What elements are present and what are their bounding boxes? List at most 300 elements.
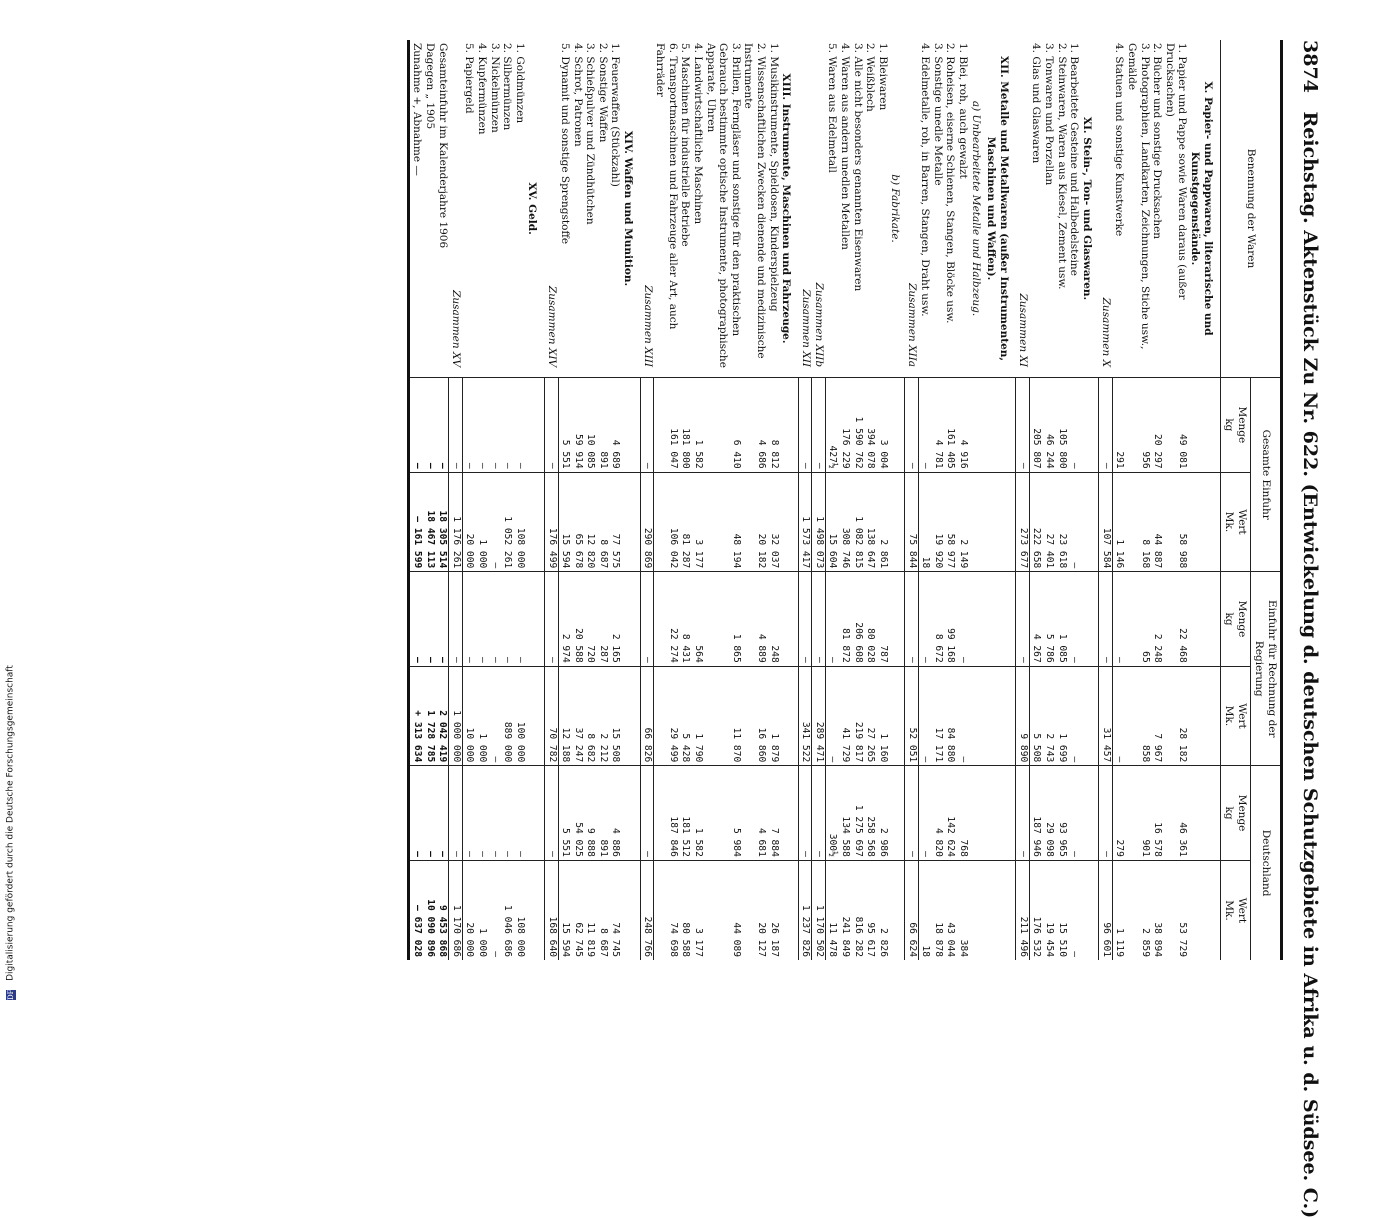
quantity-cell: 105 800: [1055, 378, 1068, 473]
table-row: [513, 40, 526, 960]
value-cell: 75 844: [904, 472, 918, 572]
quantity-cell: [1188, 378, 1220, 473]
row-label: Zusammen XIII: [641, 285, 654, 368]
value-cell: 176 532: [1029, 860, 1042, 960]
quantity-cell: 300½: [825, 766, 838, 861]
quantity-cell: —: [501, 572, 514, 666]
value-cell: 1 000: [475, 860, 488, 960]
table-row: [1055, 40, 1068, 960]
table-row: [679, 40, 692, 960]
value-cell: 5 428: [679, 666, 692, 766]
quantity-cell: 5 786: [1042, 572, 1055, 666]
row-label: 5. Dynamit und sonstige Sprengstoffe: [559, 43, 572, 245]
row-label: Zusammen XIV: [546, 285, 559, 368]
quantity-cell: —: [513, 572, 526, 666]
table-row: [931, 40, 944, 960]
row-label: 1. Bearbeitete Gesteine und Halbedelsteine: [1068, 43, 1081, 276]
credit-text: Digitalisierung gefördert durch die Deutsche Forschungsgemeinschaft: [5, 665, 16, 981]
quantity-cell: —: [409, 378, 423, 473]
value-cell: 27 401: [1042, 472, 1055, 572]
table-row: [584, 40, 597, 960]
value-cell: [1188, 860, 1220, 960]
value-cell: 66 826: [640, 666, 654, 766]
quantity-cell: [1080, 378, 1099, 473]
row-label: 5. Waren aus Edelmetall: [826, 43, 839, 173]
table-row: [839, 40, 852, 960]
value-cell: 9 453 868: [436, 860, 449, 960]
value-cell: [622, 860, 641, 960]
value-cell: —: [1112, 666, 1125, 766]
value-cell: [985, 666, 1016, 766]
quantity-cell: —: [812, 378, 826, 473]
quantity-cell: 2 248: [1151, 572, 1164, 666]
value-cell: 18: [918, 860, 931, 960]
row-label: 1. Papier und Pappe sowie Waren daraus (außer Drucksachen): [1163, 43, 1189, 300]
quantity-cell: 258 568: [864, 766, 877, 861]
scan-credit: [0, 10, 16, 1000]
table-row: [876, 40, 889, 960]
quantity-cell: [622, 378, 641, 473]
quantity-cell: —: [544, 378, 558, 473]
quantity-cell: —: [798, 766, 812, 861]
quantity-cell: —: [475, 378, 488, 473]
quantity-cell: 956: [1125, 378, 1150, 473]
quantity-cell: 20 297: [1151, 378, 1164, 473]
quantity-cell: —: [1016, 378, 1030, 473]
quantity-cell: —: [904, 766, 918, 861]
column-header-description: Benennung der Waren: [1220, 40, 1281, 378]
quantity-cell: —: [449, 766, 463, 861]
quantity-cell: 7 884: [767, 766, 780, 861]
quantity-cell: —: [918, 572, 931, 666]
quantity-cell: —: [423, 572, 436, 666]
row-label: 5. Maschinen für industrielle Betriebe: [679, 43, 692, 247]
quantity-cell: —: [449, 572, 463, 666]
quantity-cell: —: [1068, 378, 1081, 473]
page-number: 3874: [1299, 40, 1321, 93]
quantity-cell: 1 865: [704, 572, 742, 666]
table-row: [767, 40, 780, 960]
value-cell: 1 000: [475, 666, 488, 766]
quantity-cell: [889, 378, 905, 473]
value-cell: 8 168: [1125, 472, 1150, 572]
value-cell: 2 042 419: [436, 666, 449, 766]
value-cell: [526, 860, 545, 960]
value-cell: [622, 666, 641, 766]
quantity-cell: —: [640, 378, 654, 473]
quantity-cell: 4 267: [1029, 572, 1042, 666]
row-label: 3. Tonwaren und Porzellan: [1043, 43, 1055, 186]
quantity-cell: 49 081: [1163, 378, 1188, 473]
quantity-cell: —: [798, 572, 812, 666]
value-cell: 43 044: [944, 860, 957, 960]
value-cell: [780, 860, 799, 960]
page-header: [1287, 40, 1321, 1218]
quantity-cell: [889, 766, 905, 861]
value-cell: — 161 599: [409, 472, 423, 572]
total-row: [544, 40, 558, 960]
row-label: 2. Weißblech: [864, 43, 877, 112]
quantity-cell: 142 624: [944, 766, 957, 861]
value-cell: 70 782: [544, 666, 558, 766]
value-cell: —: [488, 472, 501, 572]
quantity-cell: 4 681: [742, 766, 767, 861]
value-cell: 80 588: [679, 860, 692, 960]
quantity-cell: [526, 766, 545, 861]
quantity-cell: —: [640, 766, 654, 861]
quantity-cell: —: [449, 378, 463, 473]
quantity-cell: 81 872: [839, 572, 852, 666]
quantity-cell: —: [640, 572, 654, 666]
total-row: [449, 40, 463, 960]
table-row: [1151, 40, 1164, 960]
value-cell: 62 745: [571, 860, 584, 960]
quantity-cell: —: [1099, 572, 1113, 666]
value-cell: 81 287: [679, 472, 692, 572]
value-cell: 1 176 261: [449, 472, 463, 572]
section-heading-row: [1080, 40, 1099, 960]
value-cell: —: [1068, 860, 1081, 960]
quantity-cell: —: [423, 766, 436, 861]
value-cell: [526, 472, 545, 572]
value-cell: 15 604: [825, 472, 838, 572]
value-cell: 38 894: [1151, 860, 1164, 960]
quantity-cell: 8 812: [767, 378, 780, 473]
quantity-cell: 206 608: [851, 572, 864, 666]
value-cell: 19 454: [1042, 860, 1055, 960]
value-cell: 816 282: [851, 860, 864, 960]
table-row: [609, 40, 622, 960]
value-cell: 248 766: [640, 860, 654, 960]
quantity-cell: [1188, 766, 1220, 861]
total-row: [409, 40, 423, 960]
column-group-total-import: Gesamte Einfuhr: [1250, 378, 1281, 572]
value-cell: 96 601: [1099, 860, 1113, 960]
value-cell: 1 498 073: [812, 472, 826, 572]
quantity-cell: [985, 766, 1016, 861]
value-cell: 1 000: [475, 472, 488, 572]
row-label: 5. Papiergeld: [463, 43, 476, 114]
value-cell: 384: [956, 860, 969, 960]
value-cell: 58 988: [1163, 472, 1188, 572]
row-label: 2. Bücher und sonstige Drucksachen: [1151, 43, 1164, 240]
value-cell: 18 467 113: [423, 472, 436, 572]
value-cell: 18: [918, 472, 931, 572]
row-label: b) Fabrikate.: [889, 174, 902, 243]
value-cell: 108 000: [513, 472, 526, 572]
value-cell: —: [956, 666, 969, 766]
table-row: [918, 40, 931, 960]
table-row: [558, 40, 571, 960]
quantity-cell: —: [798, 378, 812, 473]
value-cell: 20 182: [742, 472, 767, 572]
value-cell: 138 647: [864, 472, 877, 572]
quantity-cell: 2 986: [876, 766, 889, 861]
value-cell: 1 160: [876, 666, 889, 766]
row-label: 2. Roheisen, eiserne Schienen, Stangen, Blöcke usw.: [944, 43, 957, 324]
quantity-cell: 205 807: [1029, 378, 1042, 473]
row-label: a) Unbearbeitete Metalle und Halbzeug.: [969, 100, 982, 317]
row-label: 2. Wissenschaftlichen Zwecken dienende und medizinische Instrumente: [742, 43, 768, 359]
value-cell: 211 496: [1016, 860, 1030, 960]
value-cell: 100 000: [513, 666, 526, 766]
row-label: XI. Stein-, Ton- und Glaswaren.: [1080, 116, 1093, 301]
value-cell: 1 790: [691, 666, 704, 766]
quantity-cell: 5 551: [558, 378, 571, 473]
row-label: 4. Glas und Glaswaren: [1030, 43, 1043, 164]
section-heading-row: [622, 40, 641, 960]
value-cell: 20 127: [742, 860, 767, 960]
row-label: Zunahme +, Abnahme —: [409, 40, 423, 378]
value-cell: 10 000: [462, 666, 475, 766]
quantity-cell: [969, 572, 985, 666]
row-label: 6. Transportmaschinen und Fahrzeuge aller Art, auch Fahrräder: [654, 43, 679, 330]
row-label: 3. Nickelmünzen: [488, 43, 501, 133]
table-row: [501, 40, 514, 960]
column-group-government-import: Einfuhr für Rechnung der Regierung: [1250, 572, 1281, 766]
row-label: 3. Photographien, Landkarten, Zeichnungen, Stiche usw., Gemälde: [1126, 43, 1151, 350]
row-label: 3. Sonstige unedle Metalle: [931, 43, 944, 186]
quantity-cell: 10 085: [584, 378, 597, 473]
value-cell: 219 817: [851, 666, 864, 766]
value-cell: 108 000: [513, 860, 526, 960]
quantity-cell: 279: [1112, 766, 1125, 861]
value-cell: [889, 860, 905, 960]
value-cell: 2 149: [956, 472, 969, 572]
quantity-cell: —: [513, 766, 526, 861]
value-cell: 341 522: [798, 666, 812, 766]
table-body: [409, 40, 1220, 960]
quantity-cell: —: [488, 378, 501, 473]
quantity-cell: [889, 572, 905, 666]
quantity-cell: —: [825, 572, 838, 666]
value-cell: 15 594: [558, 860, 571, 960]
value-cell: 15 510: [1055, 860, 1068, 960]
quantity-cell: 187 946: [1029, 766, 1042, 861]
value-cell: 20 000: [462, 860, 475, 960]
value-cell: 2 743: [1042, 666, 1055, 766]
value-cell: 8 682: [584, 666, 597, 766]
value-cell: 106 042: [654, 472, 679, 572]
section-heading-row: [526, 40, 545, 960]
table-row: [944, 40, 957, 960]
total-row: [904, 40, 918, 960]
section-heading-row: [985, 40, 1016, 960]
table-row: [825, 40, 838, 960]
quantity-cell: 181 800: [679, 378, 692, 473]
value-cell: 290 869: [640, 472, 654, 572]
quantity-cell: —: [423, 378, 436, 473]
quantity-cell: 427½: [825, 378, 838, 473]
quantity-cell: —: [409, 572, 423, 666]
value-cell: —: [1068, 472, 1081, 572]
quantity-cell: [780, 378, 799, 473]
table-row: [1112, 40, 1125, 960]
row-label: X. Papier- und Pappwaren, literarische und Kunstgegenstände.: [1189, 81, 1214, 336]
value-cell: 19 920: [931, 472, 944, 572]
value-cell: 1 082 815: [851, 472, 864, 572]
value-cell: 7 967: [1151, 666, 1164, 766]
total-row: [423, 40, 436, 960]
value-cell: —: [488, 666, 501, 766]
value-cell: 3 177: [691, 860, 704, 960]
table-row: [1163, 40, 1188, 960]
quantity-cell: 2 974: [558, 572, 571, 666]
value-cell: + 313 634: [409, 666, 423, 766]
quantity-cell: 4 886: [609, 766, 622, 861]
value-cell: 289 471: [812, 666, 826, 766]
table-row: [1068, 40, 1081, 960]
quantity-cell: —: [956, 572, 969, 666]
value-cell: 1 237 826: [798, 860, 812, 960]
quantity-cell: 16 578: [1151, 766, 1164, 861]
column-header-value: Wert Mk.: [1220, 666, 1250, 766]
total-row: [798, 40, 812, 960]
value-cell: [1188, 666, 1220, 766]
value-cell: 15 594: [558, 472, 571, 572]
row-label: 1. Musikinstrumente, Spieldosen, Kinderspielzeug: [767, 43, 780, 312]
value-cell: [969, 472, 985, 572]
quantity-cell: 4 781: [931, 378, 944, 473]
value-cell: 8 687: [596, 472, 609, 572]
quantity-cell: 99 168: [944, 572, 957, 666]
table-row: [704, 40, 742, 960]
value-cell: —: [488, 860, 501, 960]
value-cell: 16 860: [742, 666, 767, 766]
quantity-cell: 5 984: [704, 766, 742, 861]
row-label: Zusammen XII: [799, 289, 812, 368]
quantity-cell: 59 914: [571, 378, 584, 473]
quantity-cell: —: [462, 766, 475, 861]
total-row: [1016, 40, 1030, 960]
quantity-cell: —: [544, 572, 558, 666]
value-cell: 308 746: [839, 472, 852, 572]
quantity-cell: 2 165: [609, 572, 622, 666]
quantity-cell: —: [501, 766, 514, 861]
row-label: 4. Schrot, Patronen: [571, 43, 584, 147]
row-label: Zusammen XIIa: [906, 283, 919, 368]
quantity-cell: 291: [1112, 378, 1125, 473]
quantity-cell: —: [436, 378, 449, 473]
subsection-heading-row: [969, 40, 985, 960]
quantity-cell: —: [1016, 572, 1030, 666]
column-group-germany: Deutschland: [1250, 766, 1281, 960]
quantity-cell: 176 229: [839, 378, 852, 473]
value-cell: [1188, 472, 1220, 572]
value-cell: 65 678: [571, 472, 584, 572]
quantity-cell: —: [904, 572, 918, 666]
quantity-cell: 1 085: [1055, 572, 1068, 666]
table-row: [462, 40, 475, 960]
table-row: [654, 40, 679, 960]
column-header-quantity: Menge kg: [1220, 572, 1250, 666]
quantity-cell: —: [513, 378, 526, 473]
section-heading-row: [780, 40, 799, 960]
quantity-cell: 181 512: [679, 766, 692, 861]
value-cell: [780, 472, 799, 572]
row-label: Dagegen „ 1905: [423, 43, 436, 130]
quantity-cell: —: [436, 572, 449, 666]
value-cell: 858: [1125, 666, 1150, 766]
value-cell: 1 170 686: [449, 860, 463, 960]
quantity-cell: 161 047: [654, 378, 679, 473]
row-label: 4. Landwirtschaftliche Maschinen: [692, 43, 705, 225]
value-cell: 241 849: [839, 860, 852, 960]
quantity-cell: —: [1016, 766, 1030, 861]
value-cell: 11 478: [825, 860, 838, 960]
value-cell: 66 624: [904, 860, 918, 960]
quantity-cell: [526, 378, 545, 473]
row-label: 4. Waren aus andern unedlen Metallen: [839, 43, 852, 250]
row-label: Zusammen X: [1100, 297, 1113, 368]
quantity-cell: 1 590 762: [851, 378, 864, 473]
quantity-cell: 22 274: [654, 572, 679, 666]
value-cell: 2 826: [876, 860, 889, 960]
quantity-cell: 564: [691, 572, 704, 666]
quantity-cell: 4 686: [742, 378, 767, 473]
table-row: [571, 40, 584, 960]
quantity-cell: [1080, 766, 1099, 861]
value-cell: 74 698: [654, 860, 679, 960]
value-cell: 29 499: [654, 666, 679, 766]
quantity-cell: —: [436, 766, 449, 861]
row-label: Gesamteinfuhr im Kalenderjahre 1906: [436, 43, 449, 249]
table-row: [851, 40, 864, 960]
quantity-cell: —: [904, 378, 918, 473]
row-label: XIV. Waffen und Munition.: [622, 130, 635, 287]
value-cell: [969, 666, 985, 766]
value-cell: 95 617: [864, 860, 877, 960]
row-label: 1. Bleiwaren: [876, 43, 889, 111]
import-statistics-table: [408, 40, 1284, 960]
row-label: 2. Sonstige Waffen: [596, 43, 609, 143]
value-cell: 77 575: [609, 472, 622, 572]
value-cell: —: [918, 666, 931, 766]
value-cell: 1 000 000: [449, 666, 463, 766]
quantity-cell: 287: [596, 572, 609, 666]
value-cell: —: [1068, 666, 1081, 766]
quantity-cell: 8 672: [931, 572, 944, 666]
quantity-cell: [985, 572, 1016, 666]
value-cell: — 637 028: [409, 860, 423, 960]
quantity-cell: [526, 572, 545, 666]
quantity-cell: 4 889: [742, 572, 767, 666]
quantity-cell: 4 820: [931, 766, 944, 861]
quantity-cell: 54 025: [571, 766, 584, 861]
value-cell: 18 878: [931, 860, 944, 960]
row-label: 4. Kupfermünzen: [476, 43, 489, 135]
value-cell: 52 051: [904, 666, 918, 766]
value-cell: 5 508: [1029, 666, 1042, 766]
quantity-cell: —: [918, 766, 931, 861]
value-cell: [526, 666, 545, 766]
quantity-cell: —: [1112, 572, 1125, 666]
quantity-cell: —: [462, 378, 475, 473]
row-label: 3. Alle nicht besonders genannten Eisenwaren: [851, 43, 864, 292]
quantity-cell: 901: [1125, 766, 1150, 861]
quantity-cell: —: [1099, 766, 1113, 861]
quantity-cell: [969, 766, 985, 861]
quantity-cell: 1 275 697: [851, 766, 864, 861]
value-cell: 84 880: [944, 666, 957, 766]
value-cell: 1 573 417: [798, 472, 812, 572]
value-cell: 889 000: [501, 666, 514, 766]
value-cell: [1080, 666, 1099, 766]
value-cell: 12 820: [584, 472, 597, 572]
quantity-cell: 9 888: [584, 766, 597, 861]
quantity-cell: 187 846: [654, 766, 679, 861]
value-cell: 23 618: [1055, 472, 1068, 572]
